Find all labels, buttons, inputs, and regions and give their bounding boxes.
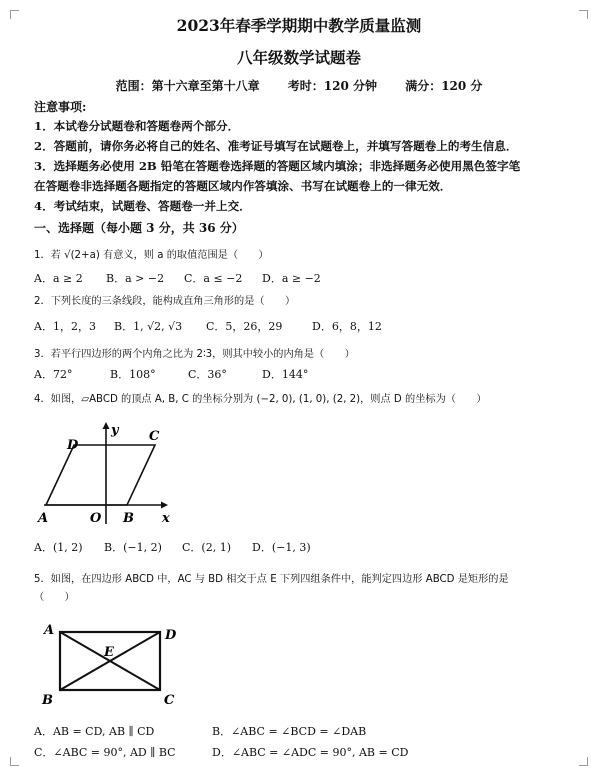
exam-subtitle: 八年级数学试题卷 [236,48,361,67]
question-4-stem: 4．如图，▱ABCD 的顶点 A, B, C 的坐标分别为 (−2, 0), (1, 0), (2, 2)，则点 D 的坐标为（ ） [34,394,487,405]
question-3-option-b: B．108° [110,368,156,381]
section-heading: 一、选择题（每小题 3 分，共 36 分） [34,221,244,235]
note-2: 2．答题前，请你务必将自己的姓名、准考证号填写在试题卷上，并填写答题卷上的考生信息． [34,139,518,153]
question-2-stem: 2．下列长度的三条线段，能构成直角三角形的是（ ） [34,296,296,307]
question-2-option-b: B．1, √2, √3 [114,320,183,333]
label-o: O [90,511,102,526]
label-d: D [67,438,79,453]
corner-mark-top-right [579,10,588,19]
question-3-options [34,366,342,382]
exam-time: 考时：120 分钟 [287,79,377,93]
question-4-option-b: B．(−1, 2) [104,541,162,554]
question-5-options-row2 [34,744,408,760]
question-4-option-a: A．(1, 2) [34,541,83,554]
x-axis-arrow [161,502,168,509]
question-3-stem: 3．若平行四边形的两个内角之比为 2∶3，则其中较小的内角是（ ） [34,349,355,360]
exam-score: 满分：120 分 [405,79,483,93]
question-3-option-a: A．72° [34,368,73,381]
question-2-options [34,318,402,334]
note-3: 3．选择题务必使用 2B 铅笔在答题卷选择题的答题区域内填涂；非选择题务必使用黑色签字笔 [34,159,521,173]
question-5-option-d: D．∠ABC = ∠ADC = 90°, AB = CD [212,746,409,759]
corner-mark-bottom-right [579,757,588,766]
label-a: A [38,511,49,526]
question-4-figure [34,412,184,530]
question-5-option-a: A．AB = CD, AB ∥ CD [34,725,155,738]
question-1-option-b: B．a > −2 [106,272,165,285]
question-1-stem: 1．若 √(2+a) 有意义，则 a 的取值范围是（ ） [34,250,269,261]
exam-title: 2023年春季学期期中教学质量监测 [176,16,422,35]
question-2-option-a: A．1，2，3 [34,320,96,333]
question-5-stem: 5．如图，在四边形 ABCD 中，AC 与 BD 相交于点 E 下列四组条件中，能判定四边形 ABCD 是矩形的是 [34,574,509,585]
question-2-option-d: D．6，8，12 [312,320,382,333]
label-e: E [104,645,114,660]
exam-meta [0,77,598,94]
y-axis-arrow [103,422,110,429]
exam-scope: 范围：第十六章至第十八章 [115,79,260,93]
question-4-option-d: D．(−1, 3) [252,541,311,554]
question-5-stem-cont: （ ） [34,592,75,603]
question-5-options-row1 [34,723,366,739]
question-1-options [34,270,342,286]
question-1-option-a: A．a ≥ 2 [34,272,83,285]
note-3-cont: 在答题卷非选择题各题指定的答题区域内作答填涂、书写在试题卷上的一律无效． [34,179,452,193]
corner-mark-bottom-left [10,757,19,766]
question-3-option-c: C．36° [188,368,227,381]
question-2-option-c: C．5，26，29 [206,320,283,333]
question-5-option-c: C．∠ABC = 90°, AD ∥ BC [34,746,176,759]
parallelogram-abcd [46,445,155,505]
label-c: C [164,693,175,708]
question-1-option-d: D．a ≥ −2 [262,272,321,285]
question-4-option-c: C．(2, 1) [182,541,231,554]
label-b: B [42,693,53,708]
question-5-option-b: B．∠ABC = ∠BCD = ∠DAB [212,725,367,738]
label-b: B [123,511,134,526]
label-x: x [162,511,170,526]
question-4-options [34,539,332,555]
label-y: y [111,423,119,438]
label-c: C [149,429,160,444]
note-1: 1．本试卷分试题卷和答题卷两个部分． [34,119,240,133]
label-d: D [165,628,177,643]
corner-mark-top-left [10,10,19,19]
notes-title: 注意事项: [34,100,87,114]
label-a: A [44,623,55,638]
question-1-option-c: C．a ≤ −2 [184,272,243,285]
question-5-figure [34,614,186,712]
question-3-option-d: D．144° [262,368,309,381]
note-4: 4．考试结束，试题卷、答题卷一并上交． [34,199,251,213]
